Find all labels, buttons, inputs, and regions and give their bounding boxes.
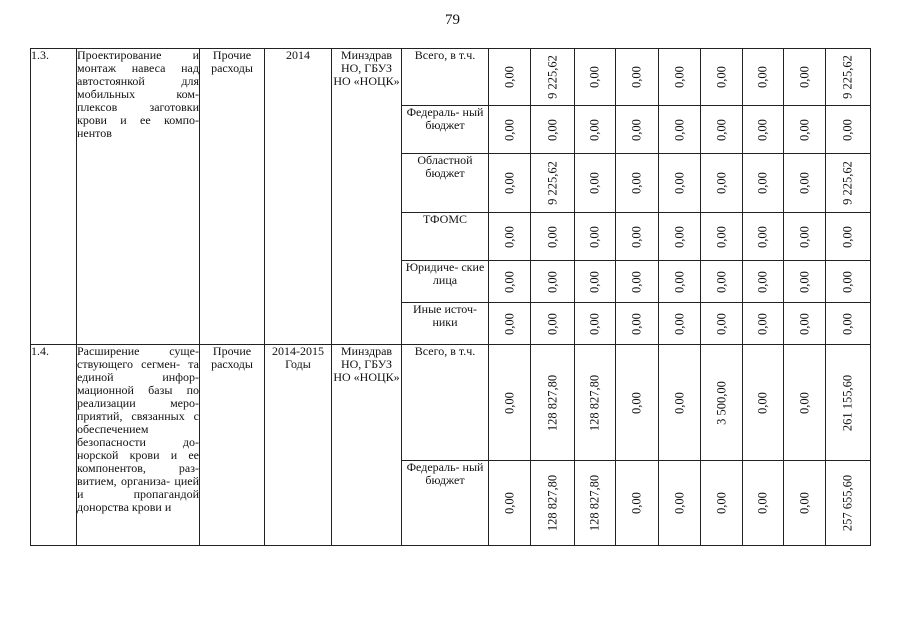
amount-value: 0,00 xyxy=(714,225,728,248)
amount-cell xyxy=(575,49,616,106)
amount-cell xyxy=(659,303,701,345)
amount-value: 0,00 xyxy=(797,492,811,514)
amount-value: 0,00 xyxy=(797,312,811,335)
item-executor: Минздрав НО, ГБУЗ НО «НОЦК» xyxy=(332,345,402,546)
amount-value: 128 827,80 xyxy=(545,474,559,532)
amount-value: 0,00 xyxy=(629,391,644,414)
amount-cell xyxy=(531,461,575,546)
amount-cell xyxy=(659,106,701,154)
amount-cell xyxy=(701,261,743,303)
amount-cell xyxy=(531,303,575,345)
amount-value: 0,00 xyxy=(672,172,686,194)
funding-source: Всего, в т.ч. xyxy=(402,49,489,106)
amount-value: 3 500,00 xyxy=(714,380,728,425)
amount-value: 128 827,80 xyxy=(587,374,602,431)
amount-value: 0,00 xyxy=(629,492,644,514)
amount-cell xyxy=(575,213,616,261)
amount-value: 0,00 xyxy=(545,225,559,248)
amount-value: 0,00 xyxy=(587,66,602,88)
amount-value: 0,00 xyxy=(840,312,855,335)
funding-source: Всего, в т.ч. xyxy=(402,345,489,461)
amount-value: 0,00 xyxy=(755,270,770,293)
item-period: 2014 xyxy=(265,49,332,345)
amount-value: 0,00 xyxy=(672,492,686,514)
amount-cell xyxy=(826,303,871,345)
amount-value: 0,00 xyxy=(755,118,770,141)
amount-value: 0,00 xyxy=(672,118,686,141)
amount-cell xyxy=(659,49,701,106)
amount-value: 0,00 xyxy=(797,172,811,194)
amount-cell xyxy=(659,345,701,461)
amount-cell xyxy=(531,345,575,461)
amount-value: 0,00 xyxy=(587,312,602,335)
amount-cell xyxy=(701,461,743,546)
amount-value: 0,00 xyxy=(714,118,728,141)
amount-value: 9 225,62 xyxy=(545,161,559,205)
amount-value: 0,00 xyxy=(672,225,686,248)
amount-value: 0,00 xyxy=(797,391,811,414)
amount-cell xyxy=(575,345,616,461)
amount-cell xyxy=(743,49,784,106)
amount-value: 0,00 xyxy=(672,66,686,88)
amount-value: 0,00 xyxy=(587,270,602,293)
amount-value: 0,00 xyxy=(797,66,811,88)
amount-cell xyxy=(743,106,784,154)
budget-table xyxy=(30,48,871,546)
amount-cell xyxy=(616,49,659,106)
amount-value: 0,00 xyxy=(502,270,516,293)
amount-cell xyxy=(701,49,743,106)
item-executor: Минздрав НО, ГБУЗ НО «НОЦК» xyxy=(332,49,402,345)
amount-value: 0,00 xyxy=(502,312,516,335)
amount-value: 0,00 xyxy=(755,391,770,414)
amount-cell xyxy=(701,303,743,345)
amount-value: 0,00 xyxy=(797,118,811,141)
amount-cell xyxy=(826,154,871,213)
amount-cell xyxy=(701,213,743,261)
amount-cell xyxy=(616,106,659,154)
amount-cell xyxy=(489,345,531,461)
funding-source: Юридиче- ские лица xyxy=(402,261,489,303)
item-expense-type: Прочие расходы xyxy=(200,49,265,345)
amount-cell xyxy=(616,213,659,261)
amount-cell xyxy=(701,106,743,154)
amount-cell xyxy=(784,303,826,345)
amount-cell xyxy=(659,261,701,303)
amount-cell xyxy=(616,461,659,546)
amount-cell xyxy=(575,303,616,345)
amount-value: 9 225,62 xyxy=(545,55,559,99)
amount-cell xyxy=(531,213,575,261)
amount-cell xyxy=(659,213,701,261)
amount-value: 0,00 xyxy=(797,270,811,293)
amount-cell xyxy=(826,49,871,106)
amount-value: 0,00 xyxy=(672,270,686,293)
amount-cell xyxy=(616,303,659,345)
amount-value: 0,00 xyxy=(629,172,644,194)
amount-value: 0,00 xyxy=(672,312,686,335)
amount-cell xyxy=(575,106,616,154)
amount-value: 0,00 xyxy=(502,492,516,514)
amount-cell xyxy=(531,261,575,303)
amount-value: 0,00 xyxy=(587,225,602,248)
amount-cell xyxy=(531,49,575,106)
amount-cell xyxy=(489,261,531,303)
item-number: 1.3. xyxy=(31,49,77,345)
table-row xyxy=(31,49,871,106)
amount-cell xyxy=(784,154,826,213)
amount-value: 257 655,60 xyxy=(840,474,855,532)
amount-value: 0,00 xyxy=(629,118,644,141)
amount-cell xyxy=(489,154,531,213)
amount-cell xyxy=(531,106,575,154)
amount-value: 0,00 xyxy=(714,172,728,194)
amount-value: 0,00 xyxy=(502,225,516,248)
amount-value: 128 827,80 xyxy=(545,374,559,431)
funding-source: Федераль- ный бюджет xyxy=(402,461,489,546)
amount-value: 0,00 xyxy=(755,312,770,335)
amount-cell xyxy=(659,154,701,213)
amount-cell xyxy=(489,461,531,546)
amount-value: 0,00 xyxy=(545,312,559,335)
amount-cell xyxy=(826,106,871,154)
amount-value: 0,00 xyxy=(714,492,728,514)
amount-value: 0,00 xyxy=(502,172,516,194)
amount-cell xyxy=(826,261,871,303)
amount-cell xyxy=(826,461,871,546)
item-period: 2014-2015 Годы xyxy=(265,345,332,546)
amount-value: 0,00 xyxy=(714,312,728,335)
item-expense-type: Прочие расходы xyxy=(200,345,265,546)
amount-value: 9 225,62 xyxy=(840,55,855,99)
amount-value: 0,00 xyxy=(629,66,644,88)
amount-value: 0,00 xyxy=(840,225,855,248)
amount-value: 0,00 xyxy=(502,66,516,88)
amount-cell xyxy=(743,345,784,461)
amount-cell xyxy=(575,154,616,213)
amount-cell xyxy=(701,154,743,213)
amount-value: 0,00 xyxy=(755,492,770,514)
amount-value: 0,00 xyxy=(755,172,770,194)
amount-value: 0,00 xyxy=(840,118,855,141)
amount-value: 0,00 xyxy=(502,391,516,414)
amount-value: 0,00 xyxy=(755,66,770,88)
amount-value: 0,00 xyxy=(755,225,770,248)
amount-value: 0,00 xyxy=(629,225,644,248)
funding-source: Федераль- ный бюджет xyxy=(402,106,489,154)
amount-cell xyxy=(784,261,826,303)
funding-source: Областной бюджет xyxy=(402,154,489,213)
amount-value: 0,00 xyxy=(714,270,728,293)
amount-cell xyxy=(489,106,531,154)
amount-value: 0,00 xyxy=(672,391,686,414)
amount-cell xyxy=(784,106,826,154)
item-name: Расширение суще- ствующего сегмен- та единой инфор- мационной базы по реализации меро- приятий, связанных с обеспечением безопасности до- норской крови и ее компонентов, раз- витием, организа- цией и пропагандой донорства крови и xyxy=(77,345,200,546)
table-row xyxy=(31,345,871,461)
amount-value: 0,00 xyxy=(629,312,644,335)
amount-cell xyxy=(701,345,743,461)
amount-cell xyxy=(659,461,701,546)
amount-value: 0,00 xyxy=(502,118,516,141)
amount-value: 0,00 xyxy=(545,270,559,293)
amount-cell xyxy=(784,49,826,106)
amount-cell xyxy=(826,213,871,261)
amount-cell xyxy=(616,154,659,213)
item-number: 1.4. xyxy=(31,345,77,546)
amount-cell xyxy=(616,261,659,303)
amount-cell xyxy=(784,345,826,461)
funding-source: ТФОМС xyxy=(402,213,489,261)
amount-cell xyxy=(489,303,531,345)
amount-cell xyxy=(743,261,784,303)
amount-cell xyxy=(575,261,616,303)
amount-cell xyxy=(531,154,575,213)
page-number: 79 xyxy=(445,12,460,28)
amount-cell xyxy=(826,345,871,461)
table-body xyxy=(31,49,871,546)
amount-cell xyxy=(743,303,784,345)
amount-value: 0,00 xyxy=(587,118,602,141)
amount-cell xyxy=(616,345,659,461)
amount-cell xyxy=(575,461,616,546)
item-name: Проектирование и монтаж навеса над автостоянкой для мобильных ком- плексов заготовки крови и ее компо- нентов xyxy=(77,49,200,345)
amount-value: 0,00 xyxy=(629,270,644,293)
amount-value: 0,00 xyxy=(797,225,811,248)
amount-value: 0,00 xyxy=(587,172,602,194)
amount-cell xyxy=(489,213,531,261)
amount-cell xyxy=(784,213,826,261)
amount-cell xyxy=(743,461,784,546)
amount-value: 0,00 xyxy=(545,118,559,141)
amount-value: 261 155,60 xyxy=(840,374,855,431)
amount-cell xyxy=(489,49,531,106)
amount-value: 128 827,80 xyxy=(587,474,602,532)
amount-cell xyxy=(743,154,784,213)
funding-source: Иные источ- ники xyxy=(402,303,489,345)
amount-value: 0,00 xyxy=(840,270,855,293)
amount-cell xyxy=(743,213,784,261)
amount-cell xyxy=(784,461,826,546)
amount-value: 0,00 xyxy=(714,66,728,88)
amount-value: 9 225,62 xyxy=(840,161,855,205)
